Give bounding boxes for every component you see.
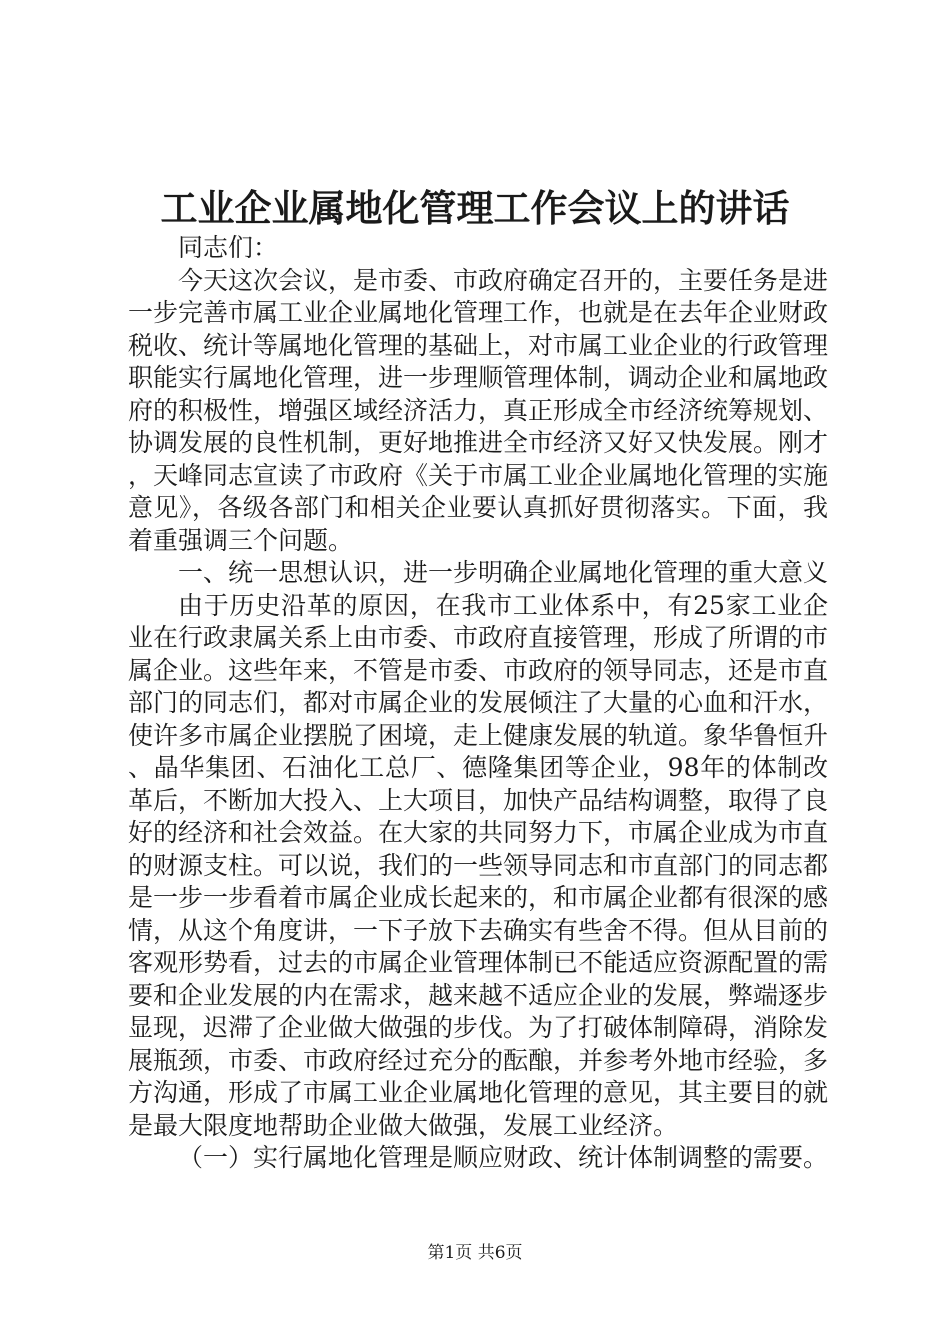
section-heading: 一、统一思想认识，进一步明确企业属地化管理的重大意义 [178, 558, 829, 587]
body-paragraph: 由于历史沿革的原因，在我市工业体系中，有25家工业企业在行政隶属关系上由市委、市政府直接管理，形成了所谓的市属企业。这些年来，不管是市委、市政府的领导同志，还是市直部门的同志们，都对市属企业的发展倾注了大量的心血和汗水，使许多市属企业摆脱了困境，走上健康发展的轨道。象华鲁恒升、晶华集团、石油化工总厂、德隆集团等企业，98年的体制改革后，不断加大投入、上大项目，加快产品结构调整，取得了良好的经济和社会效益。在大家的共同努力下，市属企业成为市直的财源支柱。可以说，我们的一些领导同志和市直部门的同志都是一步一步看着市属企业成长起来的，和市属企业都有很深的感情，从这个角度讲，一下子放下去确实有些舍不得。但从目前的客观形势看，过去的市属企业管理体制已不能适应资源配置的需要和企业发展的内在需求，越来越不适应企业的发展，弊端逐步显现，迟滞了企业做大做强的步伐。为了打破体制障碍，消除发展瓶颈，市委、市政府经过充分的酝酿，并参考外地市经验，多方沟通，形成了市属工业企业属地化管理的意见，其主要目的就是最大限度地帮助企业做大做强，发展工业经济。 [128, 590, 829, 1140]
greeting-paragraph: 同志们： [178, 233, 279, 262]
document-title: 工业企业属地化管理工作会议上的讲话 [160, 186, 790, 230]
document-body [128, 232, 828, 1175]
page-footer: 第1页 共6页 [427, 1243, 523, 1263]
subsection-heading: （一）实行属地化管理是顺应财政、统计体制调整的需要。 [178, 1143, 829, 1172]
body-paragraph: 今天这次会议，是市委、市政府确定召开的，主要任务是进一步完善市属工业企业属地化管理工作，也就是在去年企业财政税收、统计等属地化管理的基础上，对市属工业企业的行政管理职能实行属地化管理，进一步理顺管理体制，调动企业和属地政府的积极性，增强区域经济活力，真正形成全市经济统筹规划、协调发展的良性机制，更好地推进全市经济又好又快发展。刚才，天峰同志宣读了市政府《关于市属工业企业属地化管理的实施意见》，各级各部门和相关企业要认真抓好贯彻落实。下面，我着重强调三个问题。 [128, 265, 829, 555]
